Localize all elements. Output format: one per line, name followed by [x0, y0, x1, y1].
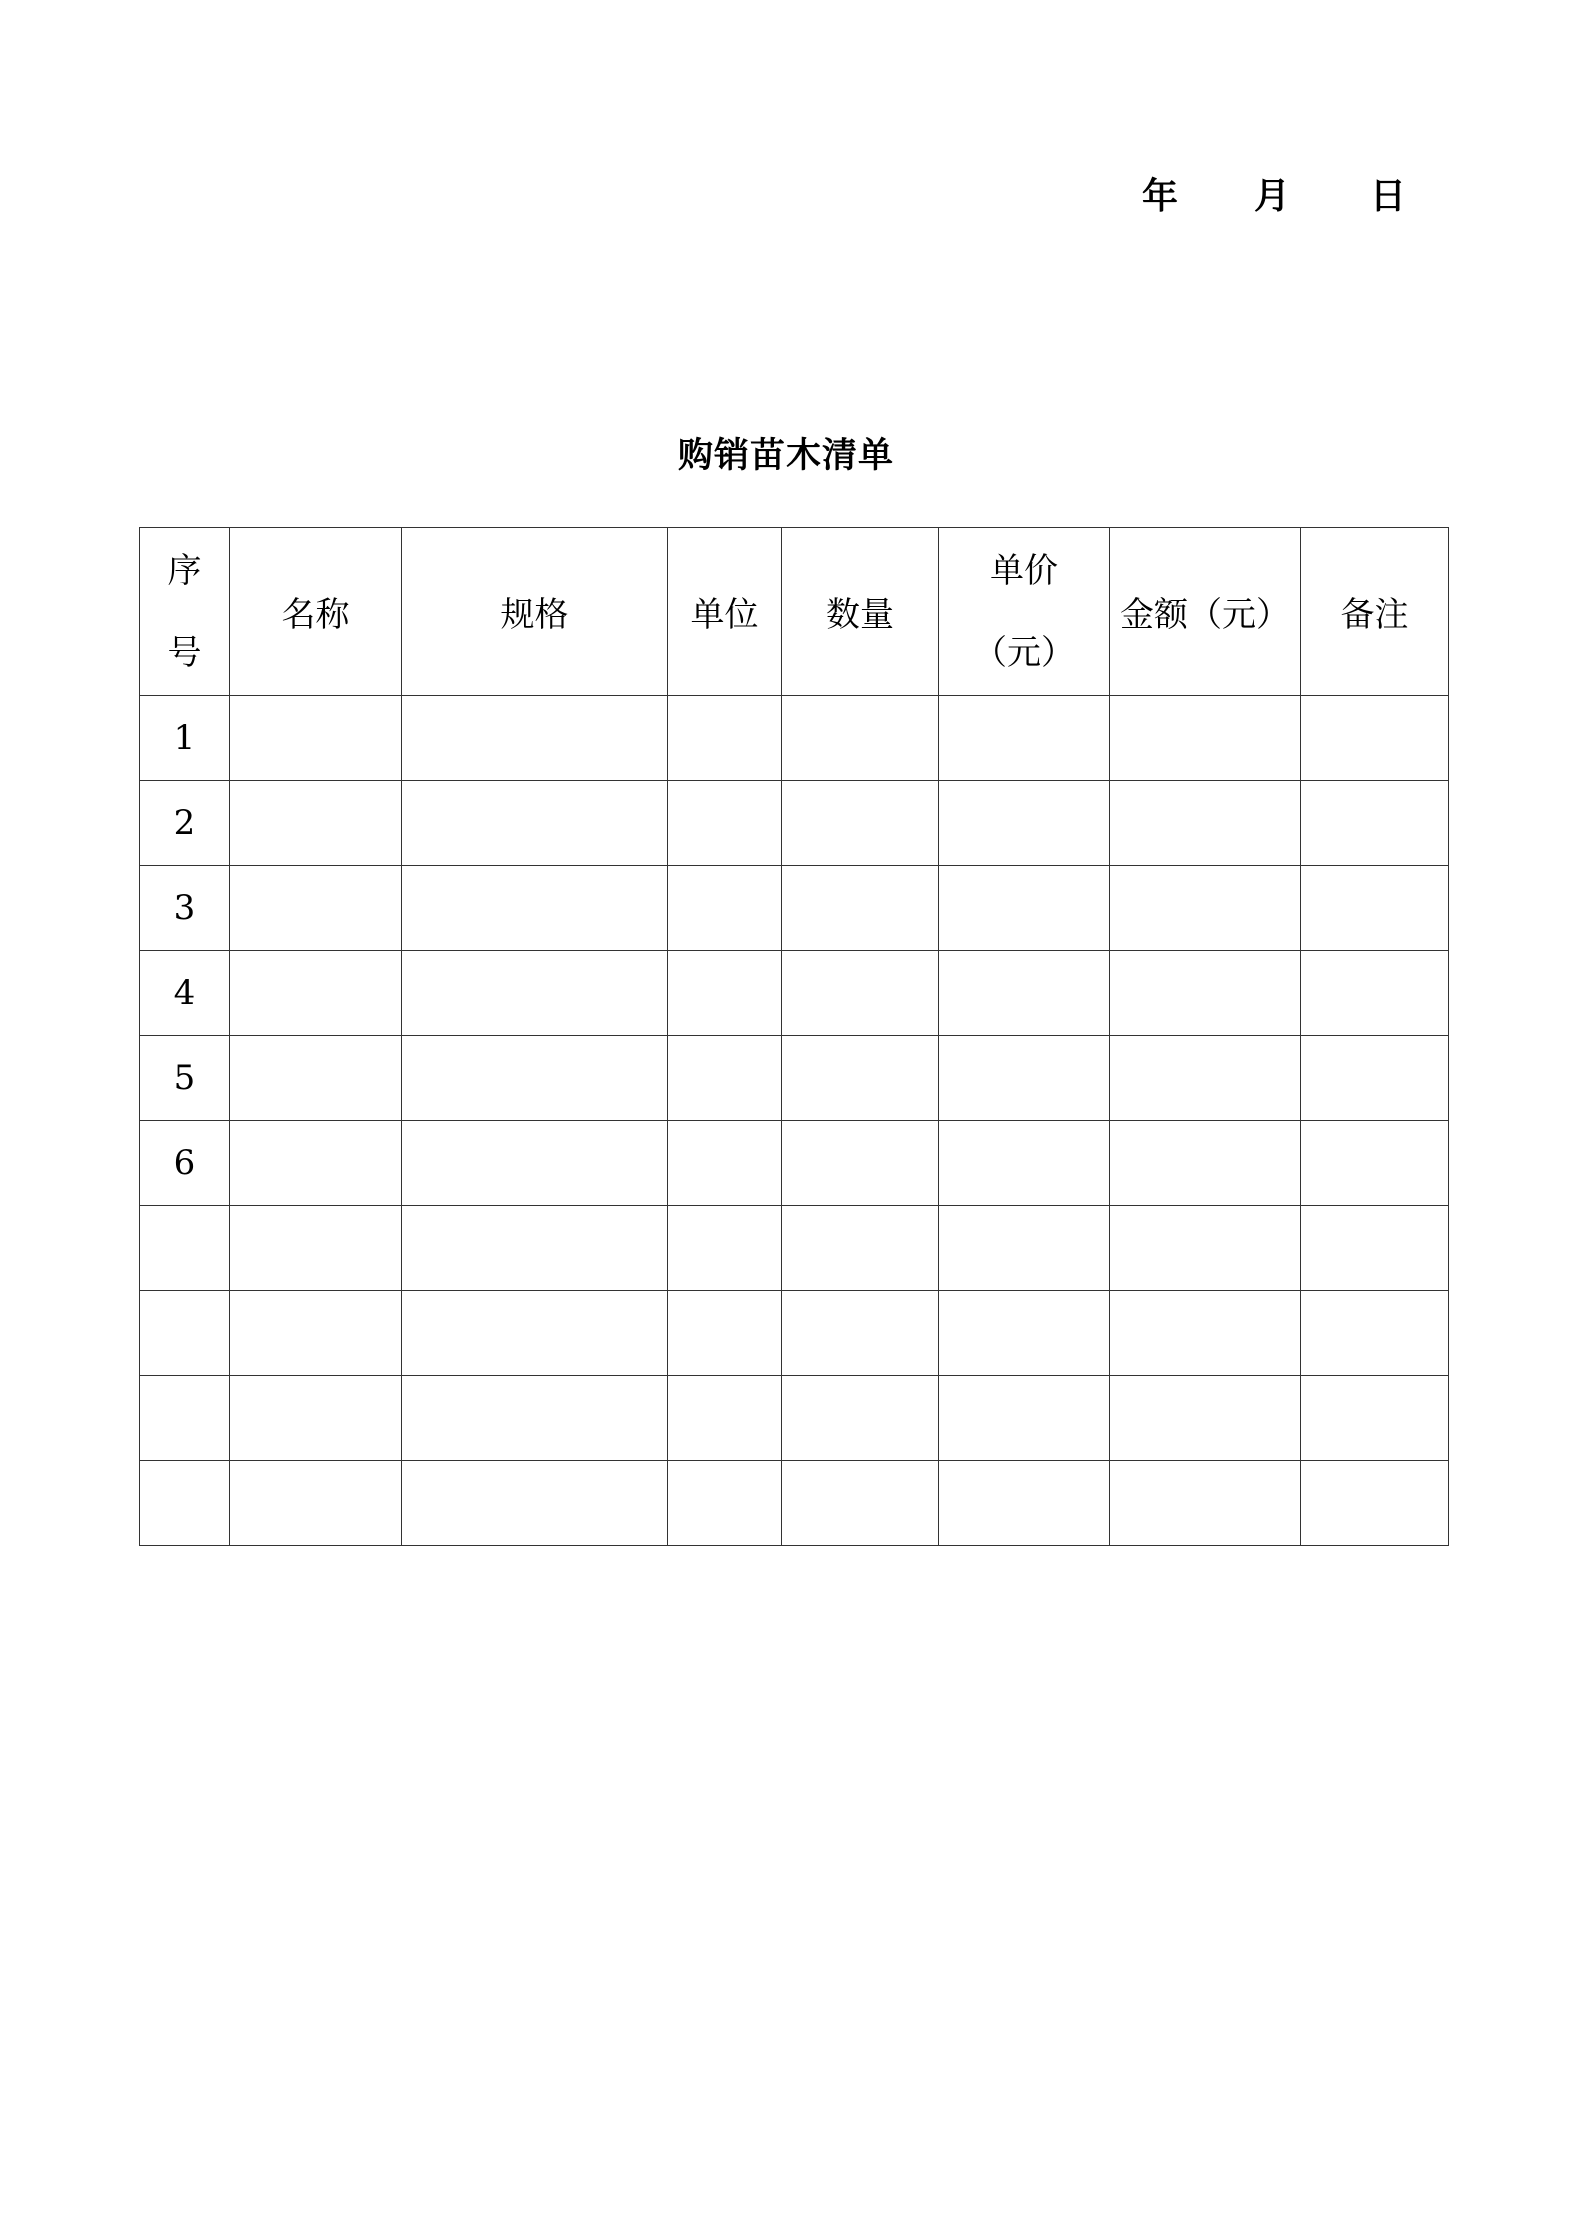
cell-quantity — [782, 866, 939, 951]
table-row — [140, 1206, 1449, 1291]
cell-quantity — [782, 1206, 939, 1291]
date-line — [1120, 168, 1420, 228]
cell-amount — [1110, 951, 1301, 1036]
cell-unit — [668, 866, 782, 951]
cell-price — [939, 781, 1110, 866]
table-row — [140, 1121, 1449, 1206]
table-row — [140, 1291, 1449, 1376]
cell-name — [230, 951, 402, 1036]
seedling-list-table — [139, 527, 1449, 1546]
cell-price — [939, 1376, 1110, 1461]
table-row — [140, 866, 1449, 951]
cell-remark — [1301, 1036, 1449, 1121]
cell-spec — [402, 696, 668, 781]
cell-amount — [1110, 866, 1301, 951]
header-name: 名称 — [230, 528, 402, 696]
header-seq-line1: 序 — [167, 550, 202, 591]
cell-seq — [140, 1376, 230, 1461]
cell-name — [230, 781, 402, 866]
cell-name — [230, 1121, 402, 1206]
cell-spec — [402, 1206, 668, 1291]
cell-quantity — [782, 951, 939, 1036]
cell-quantity — [782, 1376, 939, 1461]
cell-remark — [1301, 696, 1449, 781]
cell-remark — [1301, 951, 1449, 1036]
cell-unit — [668, 951, 782, 1036]
cell-amount — [1110, 1461, 1301, 1546]
cell-quantity — [782, 1291, 939, 1376]
table-row — [140, 1036, 1449, 1121]
cell-amount — [1110, 696, 1301, 781]
table-row — [140, 696, 1449, 781]
cell-seq: 1 — [140, 696, 230, 781]
cell-unit — [668, 1036, 782, 1121]
header-seq — [140, 528, 230, 696]
cell-unit — [668, 1121, 782, 1206]
cell-seq — [140, 1206, 230, 1291]
cell-spec — [402, 1461, 668, 1546]
header-quantity: 数量 — [782, 528, 939, 696]
cell-remark — [1301, 781, 1449, 866]
cell-spec — [402, 1376, 668, 1461]
cell-price — [939, 1291, 1110, 1376]
cell-name — [230, 696, 402, 781]
cell-quantity — [782, 1121, 939, 1206]
cell-remark — [1301, 1376, 1449, 1461]
table-row — [140, 781, 1449, 866]
header-price-line2: （元） — [973, 632, 1075, 673]
cell-price — [939, 866, 1110, 951]
cell-spec — [402, 866, 668, 951]
header-amount: 金额（元） — [1110, 528, 1301, 696]
cell-spec — [402, 1121, 668, 1206]
date-year-label: 年 — [1142, 176, 1179, 217]
cell-spec — [402, 951, 668, 1036]
table-row — [140, 951, 1449, 1036]
header-price-line1: 单价 — [990, 550, 1058, 591]
header-remark: 备注 — [1301, 528, 1449, 696]
cell-spec — [402, 1036, 668, 1121]
table-row — [140, 1376, 1449, 1461]
cell-remark — [1301, 1206, 1449, 1291]
cell-name — [230, 1376, 402, 1461]
cell-spec — [402, 1291, 668, 1376]
cell-quantity — [782, 1461, 939, 1546]
cell-unit — [668, 1206, 782, 1291]
cell-spec — [402, 781, 668, 866]
header-unit: 单位 — [668, 528, 782, 696]
cell-name — [230, 1461, 402, 1546]
header-seq-line2: 号 — [167, 632, 202, 673]
cell-quantity — [782, 781, 939, 866]
date-month-label: 月 — [1254, 176, 1291, 217]
cell-price — [939, 1036, 1110, 1121]
cell-price — [939, 1121, 1110, 1206]
cell-price — [939, 696, 1110, 781]
cell-quantity — [782, 696, 939, 781]
document-title-wrapper — [0, 428, 1580, 478]
cell-seq: 2 — [140, 781, 230, 866]
cell-seq — [140, 1291, 230, 1376]
cell-name — [230, 1206, 402, 1291]
cell-price — [939, 1461, 1110, 1546]
cell-unit — [668, 781, 782, 866]
cell-amount — [1110, 1291, 1301, 1376]
cell-amount — [1110, 1036, 1301, 1121]
date-day-label: 日 — [1370, 176, 1407, 217]
cell-remark — [1301, 1461, 1449, 1546]
cell-seq: 3 — [140, 866, 230, 951]
cell-remark — [1301, 1291, 1449, 1376]
table-row — [140, 1461, 1449, 1546]
cell-unit — [668, 696, 782, 781]
cell-name — [230, 866, 402, 951]
table-header-row — [140, 528, 1449, 696]
cell-price — [939, 951, 1110, 1036]
document-title: 购销苗木清单 — [677, 435, 894, 476]
cell-remark — [1301, 1121, 1449, 1206]
cell-amount — [1110, 1376, 1301, 1461]
cell-seq: 4 — [140, 951, 230, 1036]
cell-unit — [668, 1461, 782, 1546]
cell-unit — [668, 1291, 782, 1376]
cell-unit — [668, 1376, 782, 1461]
cell-remark — [1301, 866, 1449, 951]
cell-seq — [140, 1461, 230, 1546]
cell-amount — [1110, 781, 1301, 866]
header-spec: 规格 — [402, 528, 668, 696]
cell-seq: 5 — [140, 1036, 230, 1121]
cell-name — [230, 1036, 402, 1121]
cell-price — [939, 1206, 1110, 1291]
cell-amount — [1110, 1121, 1301, 1206]
header-price — [939, 528, 1110, 696]
cell-quantity — [782, 1036, 939, 1121]
cell-amount — [1110, 1206, 1301, 1291]
cell-name — [230, 1291, 402, 1376]
cell-seq: 6 — [140, 1121, 230, 1206]
